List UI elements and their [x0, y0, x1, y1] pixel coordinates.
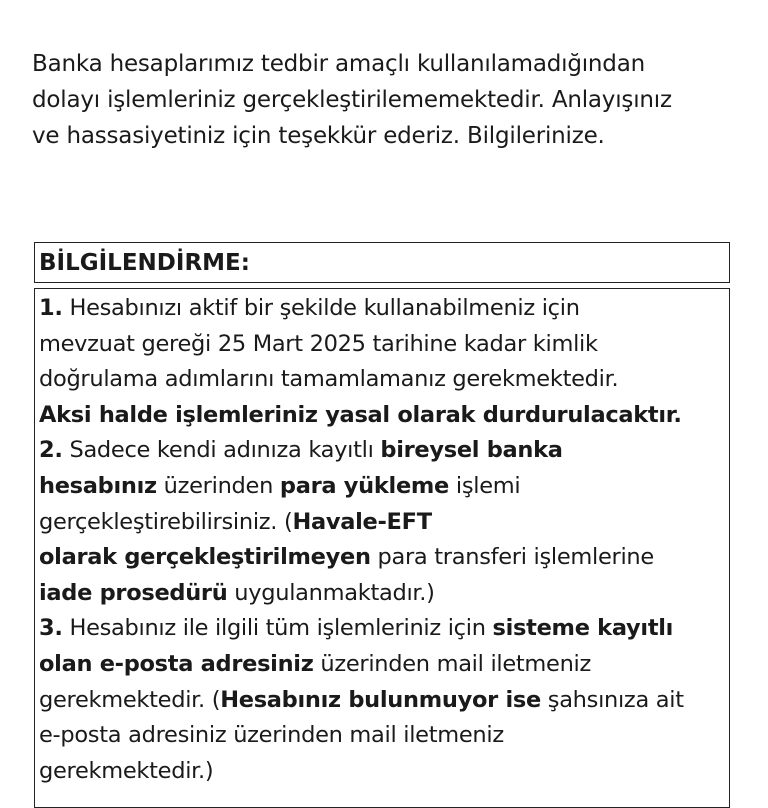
info-line: [39, 576, 729, 612]
bold-text: iade prosedürü: [39, 579, 228, 606]
info-heading-box: [34, 242, 730, 283]
bold-text: sisteme kayıtlı: [492, 615, 674, 642]
text: Hesabınız ile ilgili tüm işlemleriniz için: [62, 615, 493, 642]
bold-text: 3.: [39, 615, 63, 642]
bold-text: hesabınız: [39, 472, 157, 499]
intro-line: Banka hesaplarımız tedbir amaçlı kullanılamadığından: [32, 51, 645, 77]
intro-line: dolayı işlemleriniz gerçekleştirilememektedir. Anlayışınız: [32, 87, 672, 113]
text: işlemi: [449, 472, 521, 499]
text: e-posta adresiniz üzerinden mail iletmeniz: [39, 722, 504, 749]
info-line: [39, 362, 729, 398]
text: Sadece kendi adınıza kayıtlı: [62, 437, 381, 464]
bold-text: olarak gerçekleştirilmeyen: [39, 544, 371, 571]
bold-text: Aksi halde işlemleriniz yasal olarak durdurulacaktır.: [39, 401, 682, 428]
bold-text: 2.: [39, 437, 63, 464]
bold-text: Havale-EFT: [292, 508, 432, 535]
info-line: [39, 433, 729, 469]
info-line: [39, 683, 729, 719]
info-line: [39, 647, 729, 683]
intro-paragraph: [32, 46, 752, 154]
bold-text: Hesabınız bulunmuyor ise: [220, 686, 541, 713]
text: gerekmektedir.): [39, 757, 214, 784]
text: gerekmektedir. (: [39, 686, 221, 713]
text: gerçekleştirebilirsiniz. (: [39, 508, 293, 535]
intro-line: ve hassasiyetiniz için teşekkür ederiz. Bilgilerinize.: [32, 123, 605, 149]
text: doğrulama adımlarını tamamlamanız gerekmektedir.: [39, 366, 619, 393]
info-line: [39, 505, 729, 541]
info-line: [39, 398, 729, 434]
text: uygulanmaktadır.): [227, 579, 435, 606]
bold-text: para yükleme: [279, 472, 450, 499]
bold-text: bireysel banka: [380, 437, 563, 464]
info-body-box: [34, 288, 730, 808]
info-line: [39, 754, 729, 790]
text: mevzuat gereği 25 Mart 2025 tarihine kadar kimlik: [39, 330, 598, 357]
info-line: [39, 327, 729, 363]
info-line: [39, 291, 729, 327]
info-line: [39, 718, 729, 754]
info-heading: BİLGİLENDİRME:: [39, 250, 250, 276]
bold-text: 1.: [39, 295, 63, 321]
bold-text: olan e-posta adresiniz: [39, 650, 314, 677]
text: para transferi işlemlerine: [370, 544, 654, 571]
info-line: [39, 611, 729, 647]
text: Hesabınızı aktif bir şekilde kullanabilmeniz için: [62, 295, 580, 321]
text: şahsınıza ait: [540, 686, 684, 713]
text: üzerinden: [156, 472, 280, 499]
text: üzerinden mail iletmeniz: [313, 650, 591, 677]
info-line: [39, 469, 729, 505]
info-line: [39, 540, 729, 576]
